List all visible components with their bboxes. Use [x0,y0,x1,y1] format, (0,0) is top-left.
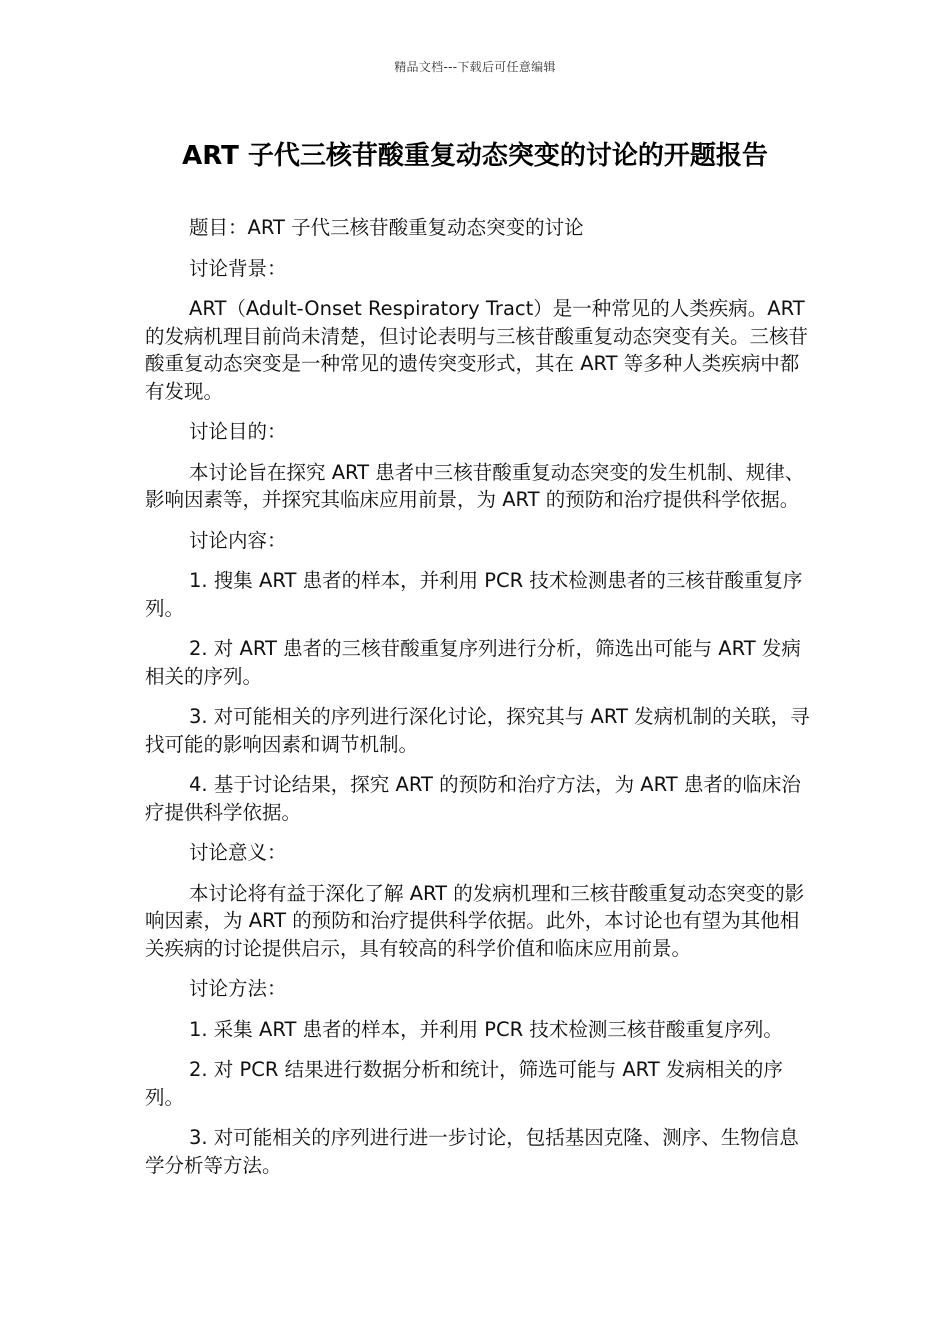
heading-background: 讨论背景： [189,256,287,280]
method-item-2: 2. 对 PCR 结果进行数据分析和统计，筛选可能与 ART 发病相关的序列。 [145,1058,783,1109]
paragraph-significance: 本讨论将有益于深化了解 ART 的发病机理和三核苷酸重复动态突变的影响因素，为 ART 的预防和治疗提供科学依据。此外，本讨论也有望为其他相关疾病的讨论提供启示，具有较高的科学价值和临床应用前景。 [145,881,805,960]
content-item-3: 3. 对可能相关的序列进行深化讨论，探究其与 ART 发病机制的关联，寻找可能的影响因素和调节机制。 [145,705,810,756]
document-title: ART 子代三核苷酸重复动态突变的讨论的开题报告 [182,141,768,171]
method-item-3: 3. 对可能相关的序列进行进一步讨论，包括基因克隆、测序、生物信息学分析等方法。 [145,1126,799,1177]
heading-purpose: 讨论目的： [189,420,287,443]
header-note: 精品文档---下载后可任意编辑 [394,60,556,74]
paragraph-purpose: 本讨论旨在探究 ART 患者中三核苷酸重复动态突变的发生机制、规律、影响因素等，并探究其临床应用前景，为 ART 的预防和治疗提供科学依据。 [145,460,805,511]
content-item-1: 1. 搜集 ART 患者的样本，并利用 PCR 技术检测患者的三核苷酸重复序列。 [145,569,803,620]
document-body [145,214,813,1192]
heading-methods: 讨论方法： [189,977,287,1000]
heading-significance: 讨论意义： [189,841,287,864]
content-item-2: 2. 对 ART 患者的三核苷酸重复序列进行分析，筛选出可能与 ART 发病相关的序列。 [145,637,801,688]
paragraph-background: ART（Adult-Onset Respiratory Tract）是一种常见的人类疾病。ART 的发病机理目前尚未清楚，但讨论表明与三核苷酸重复动态突变有关。三核苷酸重复动态突变是一种常见的遗传突变形式，其在 ART 等多种人类疾病中都有发现。 [145,297,809,403]
method-item-1: 1. 采集 ART 患者的样本，并利用 PCR 技术检测三核苷酸重复序列。 [189,1017,783,1041]
content-item-4: 4. 基于讨论结果，探究 ART 的预防和治疗方法，为 ART 患者的临床治疗提供科学依据。 [145,773,801,824]
heading-content: 讨论内容： [189,528,287,552]
paragraph-topic: 题目：ART 子代三核苷酸重复动态突变的讨论 [189,216,584,239]
